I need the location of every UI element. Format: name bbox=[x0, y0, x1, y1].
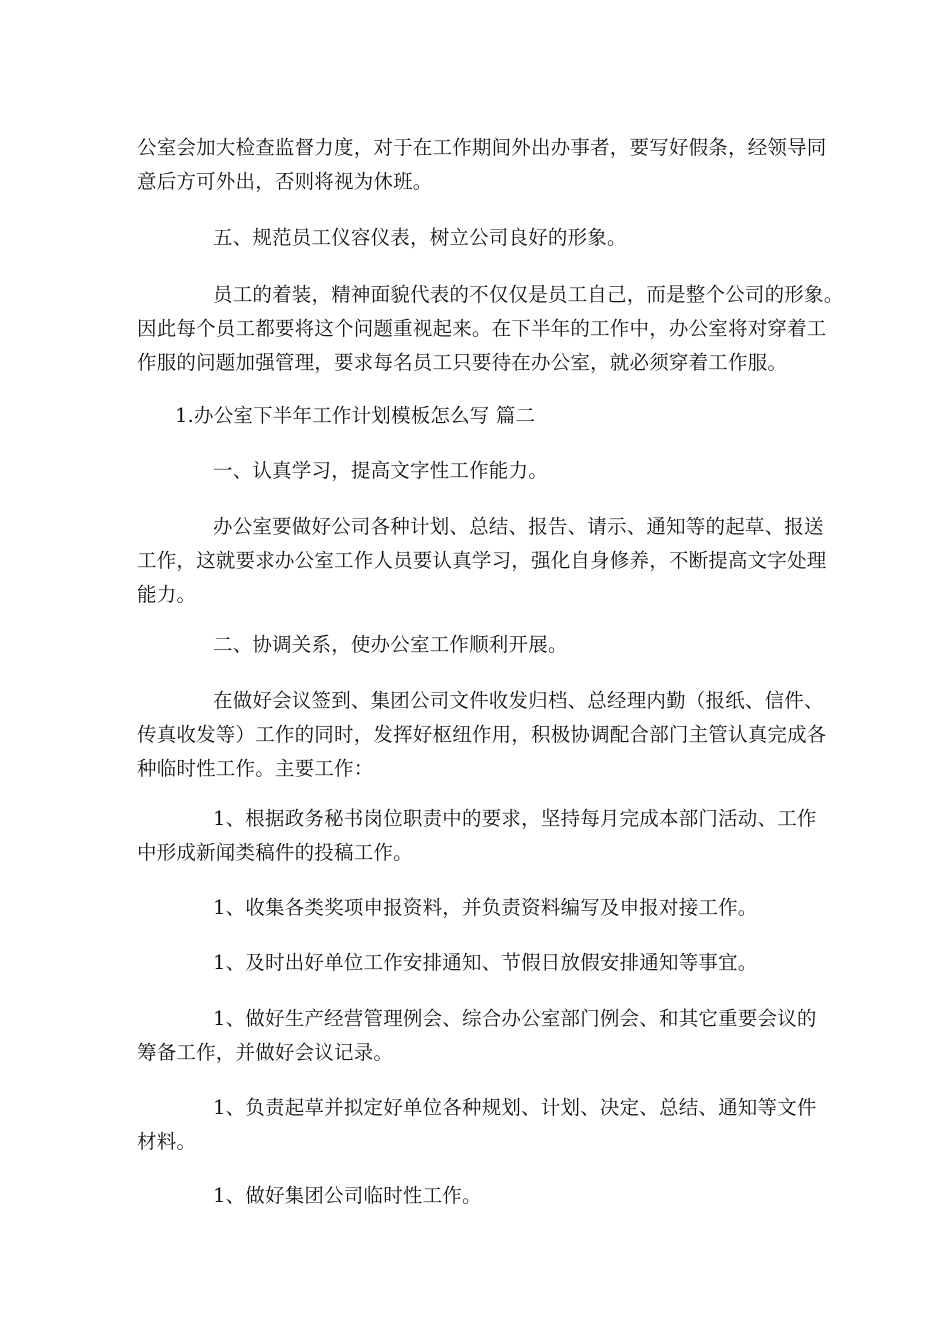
text-line: 材料。 bbox=[137, 1130, 197, 1153]
text-line: 1、及时出好单位工作安排通知、节假日放假安排通知等事宜。 bbox=[213, 951, 758, 974]
list-item bbox=[137, 891, 837, 925]
text-line: 1.办公室下半年工作计划模板怎么写 篇二 bbox=[175, 404, 536, 427]
paragraph-coordination bbox=[137, 684, 837, 786]
list-item bbox=[137, 1179, 837, 1213]
section-heading-five bbox=[137, 221, 837, 255]
list-item bbox=[137, 802, 837, 870]
text-line: 1、做好生产经营管理例会、综合办公室部门例会、和其它重要会议的 bbox=[213, 1007, 817, 1030]
list-item bbox=[137, 946, 837, 980]
paragraph-writing-ability bbox=[137, 510, 837, 612]
text-line: 种临时性工作。主要工作： bbox=[137, 757, 374, 780]
text-line: 工作，这就要求办公室工作人员要认真学习，强化自身修养，不断提高文字处理 bbox=[137, 549, 827, 572]
text-line: 中形成新闻类稿件的投稿工作。 bbox=[137, 841, 413, 864]
text-line: 1、做好集团公司临时性工作。 bbox=[213, 1184, 482, 1207]
text-line: 五、规范员工仪容仪表，树立公司良好的形象。 bbox=[213, 226, 627, 249]
paragraph-attendance-continued bbox=[137, 131, 837, 199]
text-line: 1、负责起草并拟定好单位各种规划、计划、决定、总结、通知等文件 bbox=[213, 1096, 817, 1119]
text-line: 因此每个员工都要将这个问题重视起来。在下半年的工作中，办公室将对穿着工 bbox=[137, 317, 827, 340]
text-line: 在做好会议签到、集团公司文件收发归档、总经理内勤（报纸、信件、 bbox=[213, 689, 824, 712]
text-line: 办公室要做好公司各种计划、总结、报告、请示、通知等的起草、报送 bbox=[213, 515, 824, 538]
article-title-part-two bbox=[137, 399, 837, 433]
text-line: 1、根据政务秘书岗位职责中的要求，坚持每月完成本部门活动、工作 bbox=[213, 807, 817, 830]
text-line: 二、协调关系，使办公室工作顺利开展。 bbox=[213, 633, 568, 656]
text-line: 公室会加大检查监督力度，对于在工作期间外出办事者，要写好假条，经领导同 bbox=[137, 136, 827, 159]
text-line: 传真收发等）工作的同时，发挥好枢纽作用，积极协调配合部门主管认真完成各 bbox=[137, 723, 827, 746]
text-line: 能力。 bbox=[137, 583, 197, 606]
section-heading-two bbox=[137, 628, 837, 662]
section-heading-one bbox=[137, 454, 837, 488]
text-line: 作服的问题加强管理，要求每名员工只要待在办公室，就必须穿着工作服。 bbox=[137, 351, 788, 374]
text-line: 意后方可外出，否则将视为休班。 bbox=[137, 170, 433, 193]
paragraph-dress-code bbox=[137, 278, 844, 380]
text-line: 筹备工作，并做好会议记录。 bbox=[137, 1041, 394, 1064]
text-line: 员工的着装，精神面貌代表的不仅仅是员工自己，而是整个公司的形象。 bbox=[213, 283, 844, 306]
text-line: 一、认真学习，提高文字性工作能力。 bbox=[213, 459, 548, 482]
list-item bbox=[137, 1091, 837, 1159]
text-line: 1、收集各类奖项申报资料，并负责资料编写及申报对接工作。 bbox=[213, 896, 758, 919]
list-item bbox=[137, 1002, 837, 1070]
